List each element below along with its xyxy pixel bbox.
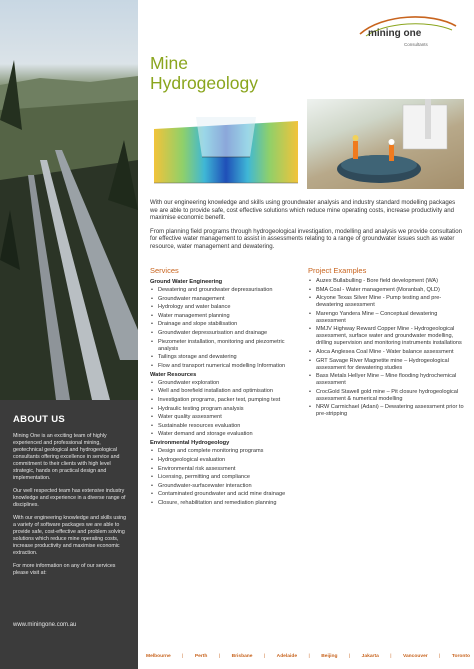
about-heading: ABOUT US (13, 414, 66, 425)
project-list (308, 278, 464, 418)
list-item: • Hydrology and water balance (150, 304, 300, 311)
list-item: • Bass Metals Hellyer Mine – Mine flooding hydrochemical assessment (308, 373, 464, 387)
city-label: Beijing (321, 653, 338, 659)
service-group-title: Ground Water Engineering (150, 279, 223, 285)
service-group-title: Water Resources (150, 371, 197, 378)
list-item: • MMJV Highway Reward Copper Mine - Hydrogeological assessment, surface water and groundwater modelling, drilling supervision and monitoring instruments installations (308, 326, 464, 347)
list-item: • GRT Savage River Magnetite mine – Hydrogeological assessment for dewatering studies (308, 358, 464, 372)
about-paragraph: With our engineering knowledge and skills using a variety of software packages we are able to provide safe, cost-effective and problem solving solutions which reduce mine operating costs, increase productivity and maximise economic extraction. (13, 515, 127, 556)
title-line: Hydrogeology (150, 73, 258, 93)
office-locations: Melbourne | Perth | Brisbane | Adelaide | Beijing | Jakarta | Vancouver | Toronto (146, 653, 470, 659)
list-item: • Hydrogeological evaluation (150, 457, 300, 464)
list-item: • Contaminated groundwater and acid mine drainage (150, 491, 300, 498)
list-item: • Auzex Bullabulling - Bore field development (WA) (308, 278, 464, 285)
service-list (150, 287, 300, 370)
brand-name: mining one (368, 28, 422, 39)
list-item: • Dewatering and groundwater depressurisation (150, 287, 300, 294)
city-label: Adelaide (276, 653, 298, 659)
list-item: • Water demand and storage evaluation (150, 431, 300, 438)
list-item: • Flow and transport numerical modelling Information (150, 363, 300, 370)
intro-paragraph: With our engineering knowledge and skills using groundwater analysis and industry standard modelling packages we are able to provide safe, cost effective solutions which reduce mine operating costs, increase productivity and maximise economic benefit. (150, 199, 456, 222)
city-label: Perth (194, 653, 208, 659)
projects-heading: Project Examples (308, 266, 367, 275)
list-item: • Groundwater management (150, 296, 300, 303)
list-item: • Closure, rehabilitation and remediation planning (150, 500, 300, 507)
pipeline-landscape-image (0, 0, 138, 400)
services-column (150, 277, 300, 508)
list-item: • Environmental risk assessment (150, 466, 300, 473)
service-list (150, 448, 300, 507)
field-work-photo (307, 99, 464, 189)
service-group-title: Environmental Hydrogeology (150, 440, 230, 447)
list-item: • BMA Coal - Water management (Moranbah, QLD) (308, 287, 464, 294)
list-item: • Hydraulic testing program analysis (150, 406, 300, 413)
city-label: Melbourne (146, 653, 171, 659)
about-paragraph: Mining One is an exciting team of highly experienced and professional mining, geotechnical geological and hydrogeological consultants offering excellence in service and commitment to their clients with high level strategic, hands on practical design and implementation. (13, 433, 120, 481)
city-label: Toronto (451, 653, 470, 659)
about-panel (0, 400, 138, 629)
list-item: • NRW Carmichael (Adani) – Dewatering assessment prior to pre-stripping (308, 404, 464, 418)
list-item: • Alcyone Texas Silver Mine - Pump testing and pre-dewatering assessment (308, 295, 464, 309)
landscape-photo (0, 0, 138, 400)
city-label: Jakarta (361, 653, 379, 659)
intro-paragraph: From planning field programs through hydrogeological investigation, modelling and analysis we provide consultation for effective water management to assist in assessments relating to a range of groundwater issues such as water resource, water management and dewatering. (150, 227, 462, 250)
about-paragraph: Our well respected team has extensive industry knowledge and experience in a diverse range of disciplines. (13, 488, 126, 508)
list-item: • Tailings storage and dewatering (150, 354, 300, 361)
title-line: Mine (150, 53, 188, 73)
list-item: • Groundwater depressurisation and drainage (150, 330, 300, 337)
list-item: • CrocGold Stawell gold mine – Pit closure hydrogeological assessment & numerical modelling (308, 389, 464, 403)
website-link[interactable]: www.miningone.com.au (13, 622, 77, 628)
list-item: • Water quality assessment (150, 414, 300, 421)
list-item: • Groundwater exploration (150, 380, 300, 387)
list-item: • Marengo Yandera Mine – Conceptual dewatering assessment (308, 311, 464, 325)
list-item: • Licensing, permitting and compliance (150, 474, 300, 481)
service-list (150, 380, 300, 439)
list-item: • Investigation programs, packer test, pumping test (150, 397, 300, 404)
list-item: • Piezometer installation, monitoring and piezometric analysis (150, 339, 300, 353)
city-label: Vancouver (402, 653, 428, 659)
list-item: • Design and complete monitoring programs (150, 448, 300, 455)
list-item: • Aloca Anglesea Coal Mine - Water balance assessment (308, 349, 464, 356)
brand-tagline: Consultants (404, 42, 428, 47)
projects-column (308, 278, 464, 420)
page-title (150, 53, 258, 93)
intro-text (150, 199, 464, 257)
about-panel-footer (0, 629, 138, 669)
about-paragraph: For more information on any of our services please visit at: (13, 563, 116, 576)
services-heading: Services (150, 266, 179, 275)
list-item: • Drainage and slope stabilisation (150, 321, 300, 328)
list-item: • Groundwater-surfacewater interaction (150, 483, 300, 490)
city-label: Brisbane (231, 653, 253, 659)
groundwater-model-image (150, 99, 302, 189)
list-item: • Sustainable resources evaluation (150, 423, 300, 430)
list-item: • Well and borefield installation and optimisation (150, 388, 300, 395)
list-item: • Water management planning (150, 313, 300, 320)
